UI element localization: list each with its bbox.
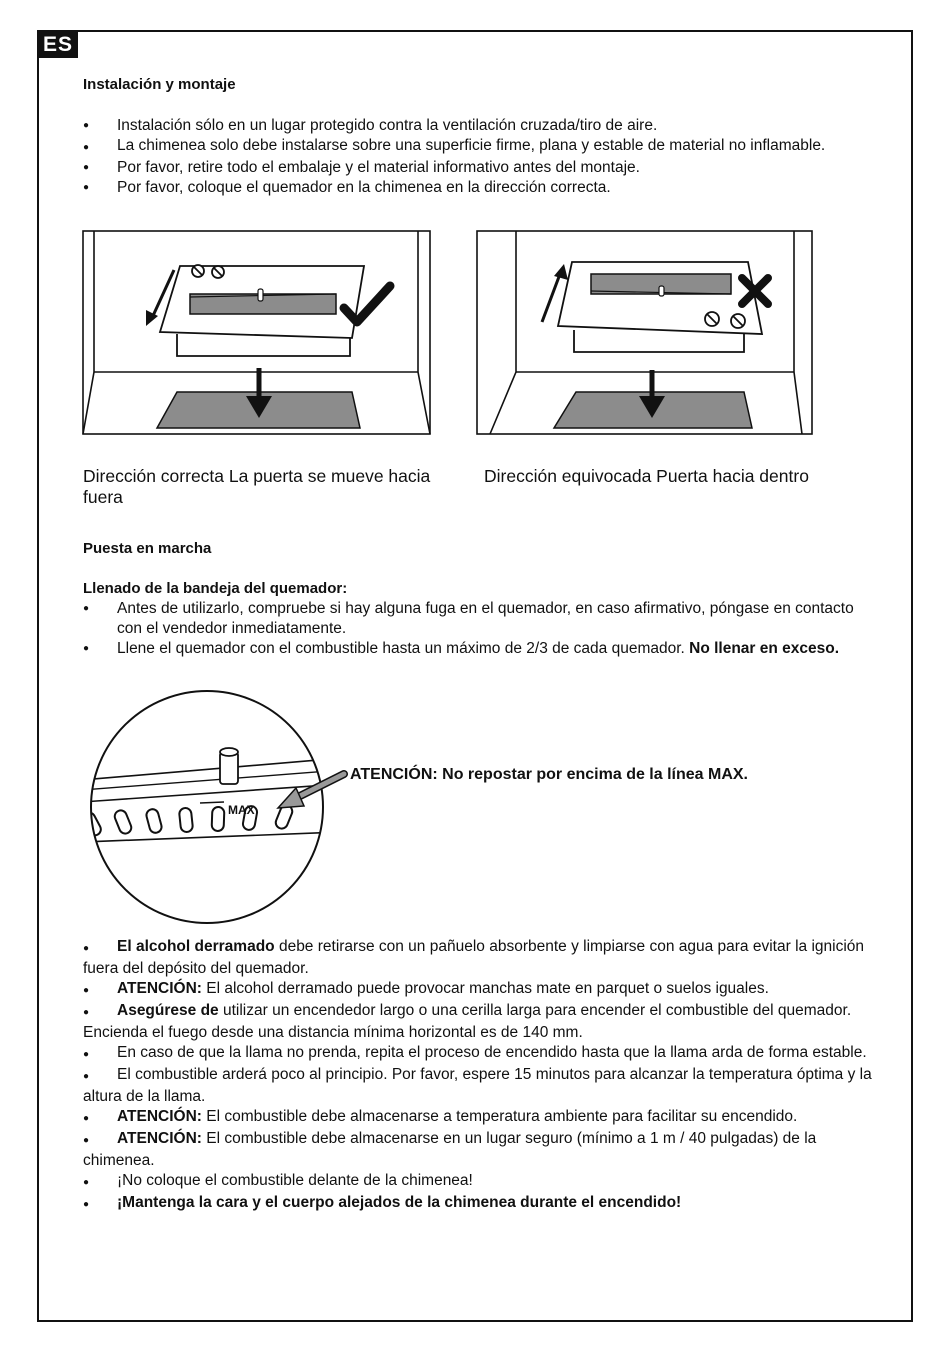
safety-note: ● ATENCIÓN: El combustible debe almacenarse a temperatura ambiente para facilitar su encendido.	[83, 1107, 873, 1129]
wrong-direction-caption: Dirección equivocada Puerta hacia dentro	[484, 466, 809, 486]
safety-notes	[83, 937, 873, 1215]
fill-bullets	[83, 599, 873, 659]
install-bullet: ● Por favor, retire todo el embalaje y el material informativo antes del montaje.	[83, 158, 873, 178]
correct-direction-caption: Dirección correcta La puerta se mueve hacia fuera	[83, 466, 431, 507]
door-in-arrow	[542, 274, 560, 322]
fill-bullet: ● Llene el quemador con el combustible hasta un máximo de 2/3 de cada quemador. No llenar en exceso.	[83, 639, 873, 659]
install-bullet: ● Por favor, coloque el quemador en la chimenea en la dirección correcta.	[83, 178, 873, 198]
install-bullet: ● Instalación sólo en un lugar protegido contra la ventilación cruzada/tiro de aire.	[83, 116, 873, 136]
safety-note: ● El alcohol derramado debe retirarse con un pañuelo absorbente y limpiarse con agua para evitar la ignición fuera del depósito del quemador.	[83, 937, 873, 979]
safety-note: ● ¡No coloque el combustible delante de la chimenea!	[83, 1171, 873, 1193]
safety-note: ● El combustible arderá poco al principio. Por favor, espere 15 minutos para alcanzar la temperatura óptima y la altura de la llama.	[83, 1065, 873, 1107]
start-heading: Puesta en marcha	[83, 540, 212, 557]
max-label: MAX	[228, 803, 255, 817]
install-heading: Instalación y montaje	[83, 76, 236, 93]
max-arrow-icon	[278, 774, 344, 808]
max-line-diagram	[82, 690, 352, 926]
safety-note: ● ATENCIÓN: El alcohol derramado puede provocar manchas mate en parquet o suelos iguales.	[83, 979, 873, 1001]
fill-bullet: ● Antes de utilizarlo, compruebe si hay alguna fuga en el quemador, en caso afirmativo, póngase en contacto con el vendedor inmediatamente.	[83, 599, 873, 639]
safety-note: ● ¡Mantenga la cara y el cuerpo alejados de la chimenea durante el encendido!	[83, 1193, 873, 1215]
wrong-direction-diagram	[476, 230, 814, 436]
safety-note: ● ATENCIÓN: El combustible debe almacenarse en un lugar seguro (mínimo a 1 m / 40 pulgadas) de la chimenea.	[83, 1129, 873, 1171]
max-attention: ATENCIÓN: No repostar por encima de la línea MAX.	[350, 766, 748, 783]
language-badge: ES	[38, 31, 78, 58]
install-bullets	[83, 116, 873, 198]
fill-subheading: Llenado de la bandeja del quemador:	[83, 580, 348, 597]
safety-note: ● En caso de que la llama no prenda, repita el proceso de encendido hasta que la llama arda de forma estable.	[83, 1043, 873, 1065]
install-bullet: ● La chimenea solo debe instalarse sobre una superficie firme, plana y estable de material no inflamable.	[83, 136, 873, 158]
correct-direction-diagram	[82, 230, 432, 436]
safety-note: ● Asegúrese de utilizar un encendedor largo o una cerilla larga para encender el combustible del quemador. Encienda el fuego desde una distancia mínima horizontal es de 140 mm.	[83, 1001, 873, 1043]
